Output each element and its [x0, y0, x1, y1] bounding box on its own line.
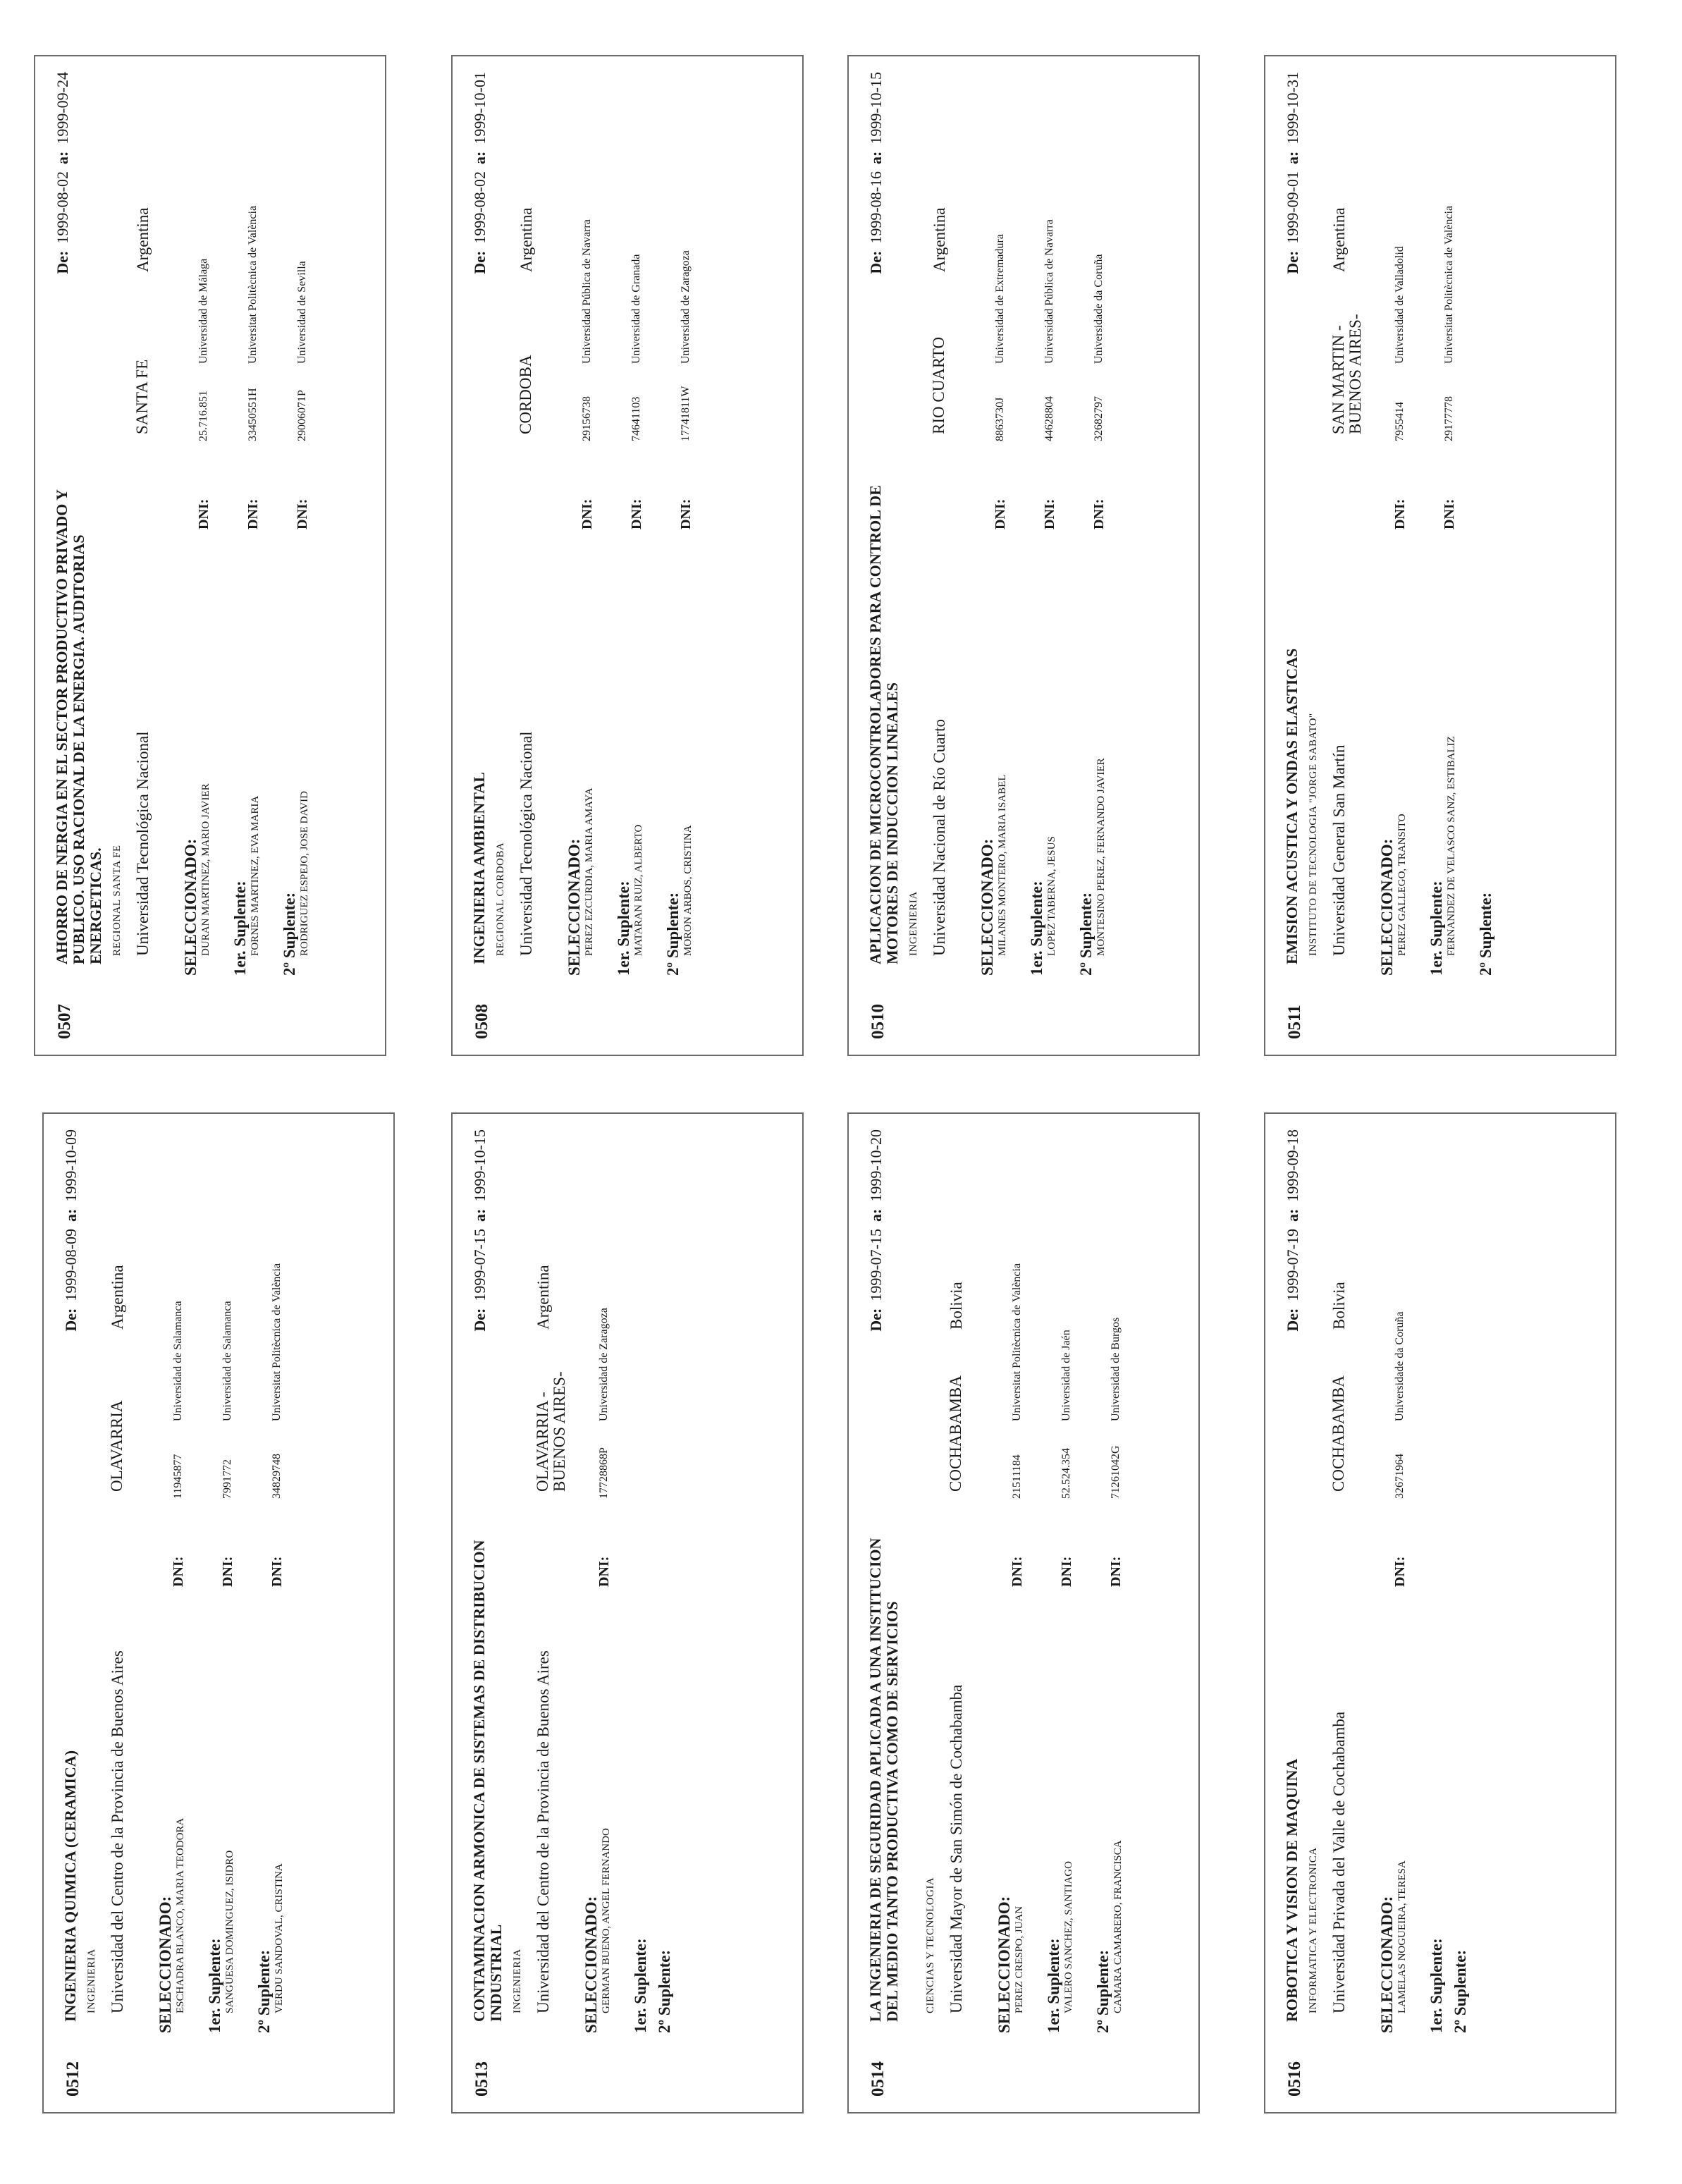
selected-university: Universidad de Salamanca [172, 1301, 184, 1421]
date-from: 1999-08-02 [54, 171, 71, 244]
dni-label: DNI: [245, 498, 261, 529]
selected-dni: 11945877 [172, 1454, 184, 1499]
host-city: COCHABAMBA [947, 1375, 964, 1492]
department: CIENCIAS Y TECNOLOGIA [925, 1877, 936, 2013]
from-label: De: [867, 250, 885, 274]
selected-label: SELECCIONADO: [995, 1896, 1013, 2033]
selected-label: SELECCIONADO: [1378, 1896, 1396, 2033]
project-title: INGENIERIA QUIMICA (CERAMICA) [61, 1750, 79, 2022]
host-university: Universidad Nacional de Río Cuarto [931, 719, 948, 956]
host-city: CORDOBA [517, 355, 534, 434]
dni-label: DNI: [629, 498, 644, 529]
date-range [471, 1129, 489, 1339]
second-substitute-dni: 17741811W [680, 386, 692, 441]
date-to: 1999-10-01 [471, 72, 489, 145]
project-card [451, 55, 804, 1056]
host-city: SAN MARTIN - BUENOS AIRES- [1330, 314, 1364, 434]
selected-label: SELECCIONADO: [978, 838, 996, 976]
selected-name: DURAN MARTINEZ, MARIO JAVIER [200, 783, 211, 956]
first-substitute-name: SANGUESA DOMINGUEZ, ISIDRO [224, 1850, 235, 2013]
project-code: 0510 [868, 1004, 888, 1039]
date-to: 1999-10-15 [867, 72, 885, 145]
first-substitute-university: Universitat Politècnica de València [1443, 205, 1455, 364]
host-country: Bolivia [947, 1282, 965, 1330]
second-substitute-university: Universidad de Zaragoza [680, 250, 692, 364]
date-from: 1999-07-15 [471, 1228, 489, 1301]
selected-name: MILANES MONTERO, MARIA ISABEL [997, 774, 1008, 956]
second-substitute-name: MONTESINO PEREZ, FERNANDO JAVIER [1095, 758, 1107, 956]
department: INGENIERIA [86, 1949, 97, 2013]
host-city: OLAVARRIA [108, 1400, 125, 1492]
second-substitute-university: Universidade da Coruña [1093, 254, 1105, 364]
first-substitute-dni: 44628804 [1043, 396, 1055, 441]
dni-label: DNI: [1091, 498, 1107, 529]
dni-label: DNI: [1042, 498, 1057, 529]
second-substitute-dni: 32682797 [1093, 396, 1105, 441]
project-code: 0511 [1285, 1005, 1304, 1039]
selected-label: SELECCIONADO: [565, 838, 583, 976]
from-label: De: [867, 1308, 885, 1332]
selected-university: Universidad de Valladolid [1394, 246, 1406, 364]
second-substitute-dni: 34829748 [271, 1454, 283, 1499]
host-university: Universidad General San Martín [1330, 744, 1348, 956]
host-university: Universidad del Centro de la Provincia de Buenos Aires [534, 1650, 552, 2013]
first-substitute-label: 1er. Suplente: [1028, 881, 1045, 976]
from-label: De: [471, 250, 489, 274]
project-code: 0507 [55, 1004, 74, 1039]
selected-name: LAMELAS NOGUEIRA, TERESA [1396, 1860, 1408, 2013]
project-card [847, 55, 1200, 1056]
date-range [62, 1129, 80, 1339]
project-card [1264, 55, 1616, 1056]
project-card [34, 55, 386, 1056]
from-label: De: [1284, 1308, 1301, 1332]
date-to: 1999-10-15 [471, 1129, 489, 1202]
project-code: 0508 [472, 1004, 491, 1039]
first-substitute-name: FERNANDEZ DE VELASCO SANZ, ESTIBALIZ [1446, 736, 1457, 956]
date-to: 1999-09-24 [54, 72, 71, 145]
first-substitute-label: 1er. Suplente: [615, 881, 632, 976]
dni-label: DNI: [993, 498, 1008, 529]
second-substitute-label: 2º Suplente: [255, 1949, 273, 2033]
project-title: CONTAMINACION ARMONICA DE SISTEMAS DE DISTRIBUCION INDUSTRIAL [470, 1540, 505, 2022]
first-substitute-name: LOPEZ TABERNA, JESUS [1046, 836, 1057, 956]
selected-name: PEREZ EZCURDIA, MARIA AMAYA [584, 787, 595, 956]
date-from: 1999-07-19 [1284, 1228, 1301, 1301]
selected-dni: 7955414 [1394, 402, 1406, 441]
dni-label: DNI: [1009, 1556, 1025, 1587]
dni-label: DNI: [596, 1556, 612, 1587]
project-code: 0516 [1285, 2061, 1304, 2097]
host-university: Universidad del Centro de la Provincia de Buenos Aires [109, 1650, 126, 2013]
second-substitute-university: Universidad de Burgos [1110, 1317, 1122, 1421]
from-label: De: [471, 1308, 489, 1332]
date-to: 1999-10-31 [1284, 72, 1301, 145]
date-to: 1999-10-09 [62, 1129, 80, 1202]
dni-label: DNI: [1108, 1556, 1124, 1587]
to-label: a: [1284, 1208, 1301, 1222]
to-label: a: [62, 1208, 80, 1222]
host-country: Argentina [1330, 207, 1348, 272]
project-card [847, 1112, 1200, 2114]
host-city: SANTA FE [133, 359, 151, 434]
first-substitute-label: 1er. Suplente: [1045, 1938, 1062, 2033]
date-range [1284, 72, 1302, 281]
second-substitute-dni: 71261042G [1110, 1445, 1122, 1499]
first-substitute-label: 1er. Suplente: [231, 881, 249, 976]
selected-dni: 32671964 [1394, 1454, 1406, 1499]
selected-name: PEREZ CRESPO, JUAN [1014, 1906, 1025, 2013]
first-substitute-label: 1er. Suplente: [206, 1938, 223, 2033]
selected-university: Universidade da Coruña [1394, 1311, 1406, 1421]
date-from: 1999-08-09 [62, 1228, 80, 1301]
selected-dni: 17728868P [598, 1447, 610, 1499]
selected-dni: 8863730J [994, 397, 1006, 441]
first-substitute-dni: 33450551H [247, 388, 259, 441]
selected-label: SELECCIONADO: [182, 838, 199, 976]
host-city: COCHABAMBA [1330, 1375, 1347, 1492]
second-substitute-name: CAMARA CAMARERO, FRANCISCA [1112, 1840, 1124, 2013]
host-university: Universidad Privada del Valle de Cochabamba [1330, 1711, 1348, 2013]
project-title: AHORRO DE NERGIA EN EL SECTOR PRODUCTIVO PRIVADO Y PUBLICO. USO RACIONAL DE LA ENERGIA. AUDITORIAS ENERGETICAS. [53, 489, 104, 964]
department: REGIONAL CORDOBA [495, 842, 506, 956]
dni-label: DNI: [295, 498, 310, 529]
to-label: a: [54, 151, 71, 164]
host-city: RIO CUARTO [930, 336, 947, 434]
department: REGIONAL SANTA FE [111, 845, 123, 956]
dni-label: DNI: [1442, 498, 1457, 529]
date-range [54, 72, 72, 281]
selected-university: Universidad de Extremadura [994, 234, 1006, 364]
second-substitute-university: Universidad de Sevilla [296, 261, 308, 364]
first-substitute-name: VALERO SANCHEZ, SANTIAGO [1063, 1861, 1074, 2013]
selected-name: GERMAN BUENO, ANGEL FERNANDO [601, 1828, 612, 2013]
to-label: a: [867, 1208, 885, 1222]
first-substitute-university: Universidad de Granada [630, 254, 642, 364]
host-country: Argentina [134, 207, 152, 272]
date-from: 1999-07-15 [867, 1228, 885, 1301]
dni-label: DNI: [1392, 1556, 1408, 1587]
second-substitute-label: 2º Suplente: [656, 1949, 673, 2033]
first-substitute-dni: 52.524.354 [1060, 1448, 1072, 1499]
host-country: Argentina [931, 207, 948, 272]
first-substitute-label: 1er. Suplente: [1428, 1938, 1445, 2033]
to-label: a: [471, 151, 489, 164]
from-label: De: [1284, 250, 1301, 274]
second-substitute-label: 2º Suplente: [1451, 1949, 1469, 2033]
host-country: Bolivia [1330, 1282, 1348, 1330]
second-substitute-name: MORON ARBOS, CRISTINA [682, 825, 694, 956]
second-substitute-label: 2º Suplente: [664, 892, 682, 976]
project-title: LA INGENIERIA DE SEGURIDAD APLICADA A UNA INSTITUCION DEL MEDIO TANTO PRODUCTIVA COMO DE SERVICIOS [866, 1538, 901, 2022]
dni-label: DNI: [678, 498, 694, 529]
second-substitute-name: VERDU SANDOVAL, CRISTINA [274, 1863, 285, 2013]
project-code: 0512 [63, 2061, 82, 2097]
first-substitute-university: Universidad de Jaén [1060, 1330, 1072, 1421]
department: INSTITUTO DE TECNOLOGIA "JORGE SABATO" [1308, 713, 1319, 956]
project-code: 0514 [868, 2061, 888, 2097]
dni-label: DNI: [579, 498, 595, 529]
selected-university: Universidad de Zaragoza [598, 1308, 610, 1421]
dni-label: DNI: [1059, 1556, 1074, 1587]
selected-dni: 21511184 [1011, 1454, 1023, 1499]
project-title: ROBOTICA Y VISION DE MAQUINA [1283, 1758, 1301, 2022]
date-range [1284, 1129, 1302, 1339]
department: INGENIERIA [512, 1949, 523, 2013]
selected-label: SELECCIONADO: [156, 1896, 174, 2033]
second-substitute-dni: 29006071P [296, 390, 308, 441]
selected-dni: 29156738 [581, 396, 593, 441]
first-substitute-dni: 29177778 [1443, 396, 1455, 441]
dni-label: DNI: [220, 1556, 235, 1587]
selected-name: ESCHADRA BLANCO, MARIA TEODORA [175, 1817, 186, 2013]
selected-label: SELECCIONADO: [1378, 838, 1396, 976]
dni-label: DNI: [269, 1556, 285, 1587]
first-substitute-university: Universitat Politècnica de València [247, 205, 259, 364]
host-university: Universidad Tecnológica Nacional [134, 731, 152, 956]
date-range [867, 72, 885, 281]
project-title: EMISION ACUSTICA Y ONDAS ELASTICAS [1283, 648, 1301, 964]
dni-label: DNI: [171, 1556, 186, 1587]
first-substitute-name: FORNES MARTINEZ, EVA MARIA [250, 795, 261, 956]
host-country: Argentina [109, 1265, 126, 1330]
first-substitute-university: Universidad de Salamanca [221, 1301, 233, 1421]
to-label: a: [1284, 151, 1301, 164]
date-from: 1999-09-01 [1284, 171, 1301, 244]
host-university: Universidad Tecnológica Nacional [517, 731, 535, 956]
first-substitute-dni: 7991772 [221, 1459, 233, 1499]
selected-name: PEREZ GALLEGO, TRANSITO [1396, 814, 1408, 956]
host-university: Universidad Mayor de San Simón de Cochabamba [947, 1684, 965, 2013]
first-substitute-label: 1er. Suplente: [632, 1938, 649, 2033]
first-substitute-dni: 74641103 [630, 396, 642, 441]
project-card [42, 1112, 395, 2114]
project-title: INGENIERIA AMBIENTAL [470, 772, 488, 964]
first-substitute-name: MATARAN RUIZ, ALBERTO [633, 824, 644, 956]
host-country: Argentina [534, 1265, 552, 1330]
to-label: a: [867, 151, 885, 164]
selected-university: Universitat Politècnica de València [1011, 1263, 1023, 1421]
second-substitute-label: 2º Suplente: [1094, 1949, 1112, 2033]
to-label: a: [471, 1208, 489, 1222]
second-substitute-label: 2º Suplente: [1077, 892, 1095, 976]
host-city: OLAVARRIA - BUENOS AIRES- [534, 1371, 568, 1492]
selected-label: SELECCIONADO: [582, 1896, 600, 2033]
selected-university: Universidad de Málaga [197, 258, 209, 364]
department: INGENIERIA [908, 891, 919, 956]
selected-university: Universidad Pública de Navarra [581, 219, 593, 364]
project-code: 0513 [472, 2061, 491, 2097]
selected-dni: 25.716.851 [197, 391, 209, 441]
second-substitute-label: 2º Suplente: [1477, 892, 1494, 976]
project-card [451, 1112, 804, 2114]
date-to: 1999-09-18 [1284, 1129, 1301, 1202]
project-title: APLICACION DE MICROCONTROLADORES PARA CONTROL DE MOTORES DE INDUCCION LINEALES [866, 485, 901, 964]
second-substitute-university: Universitat Politècnica de València [271, 1263, 283, 1421]
host-country: Argentina [517, 207, 535, 272]
dni-label: DNI: [196, 498, 211, 529]
date-from: 1999-08-02 [471, 171, 489, 244]
dni-label: DNI: [1392, 498, 1408, 529]
date-from: 1999-08-16 [867, 171, 885, 244]
second-substitute-name: RODRIGUEZ ESPEJO, JOSE DAVID [299, 791, 310, 956]
first-substitute-university: Universidad Pública de Navarra [1043, 219, 1055, 364]
project-card [1264, 1112, 1616, 2114]
first-substitute-label: 1er. Suplente: [1428, 881, 1445, 976]
from-label: De: [62, 1308, 80, 1332]
date-range [471, 72, 489, 281]
date-to: 1999-10-20 [867, 1129, 885, 1202]
second-substitute-label: 2º Suplente: [281, 892, 298, 976]
date-range [867, 1129, 885, 1339]
department: INFORMATICA Y ELECTRONICA [1308, 1847, 1319, 2013]
from-label: De: [54, 250, 71, 274]
